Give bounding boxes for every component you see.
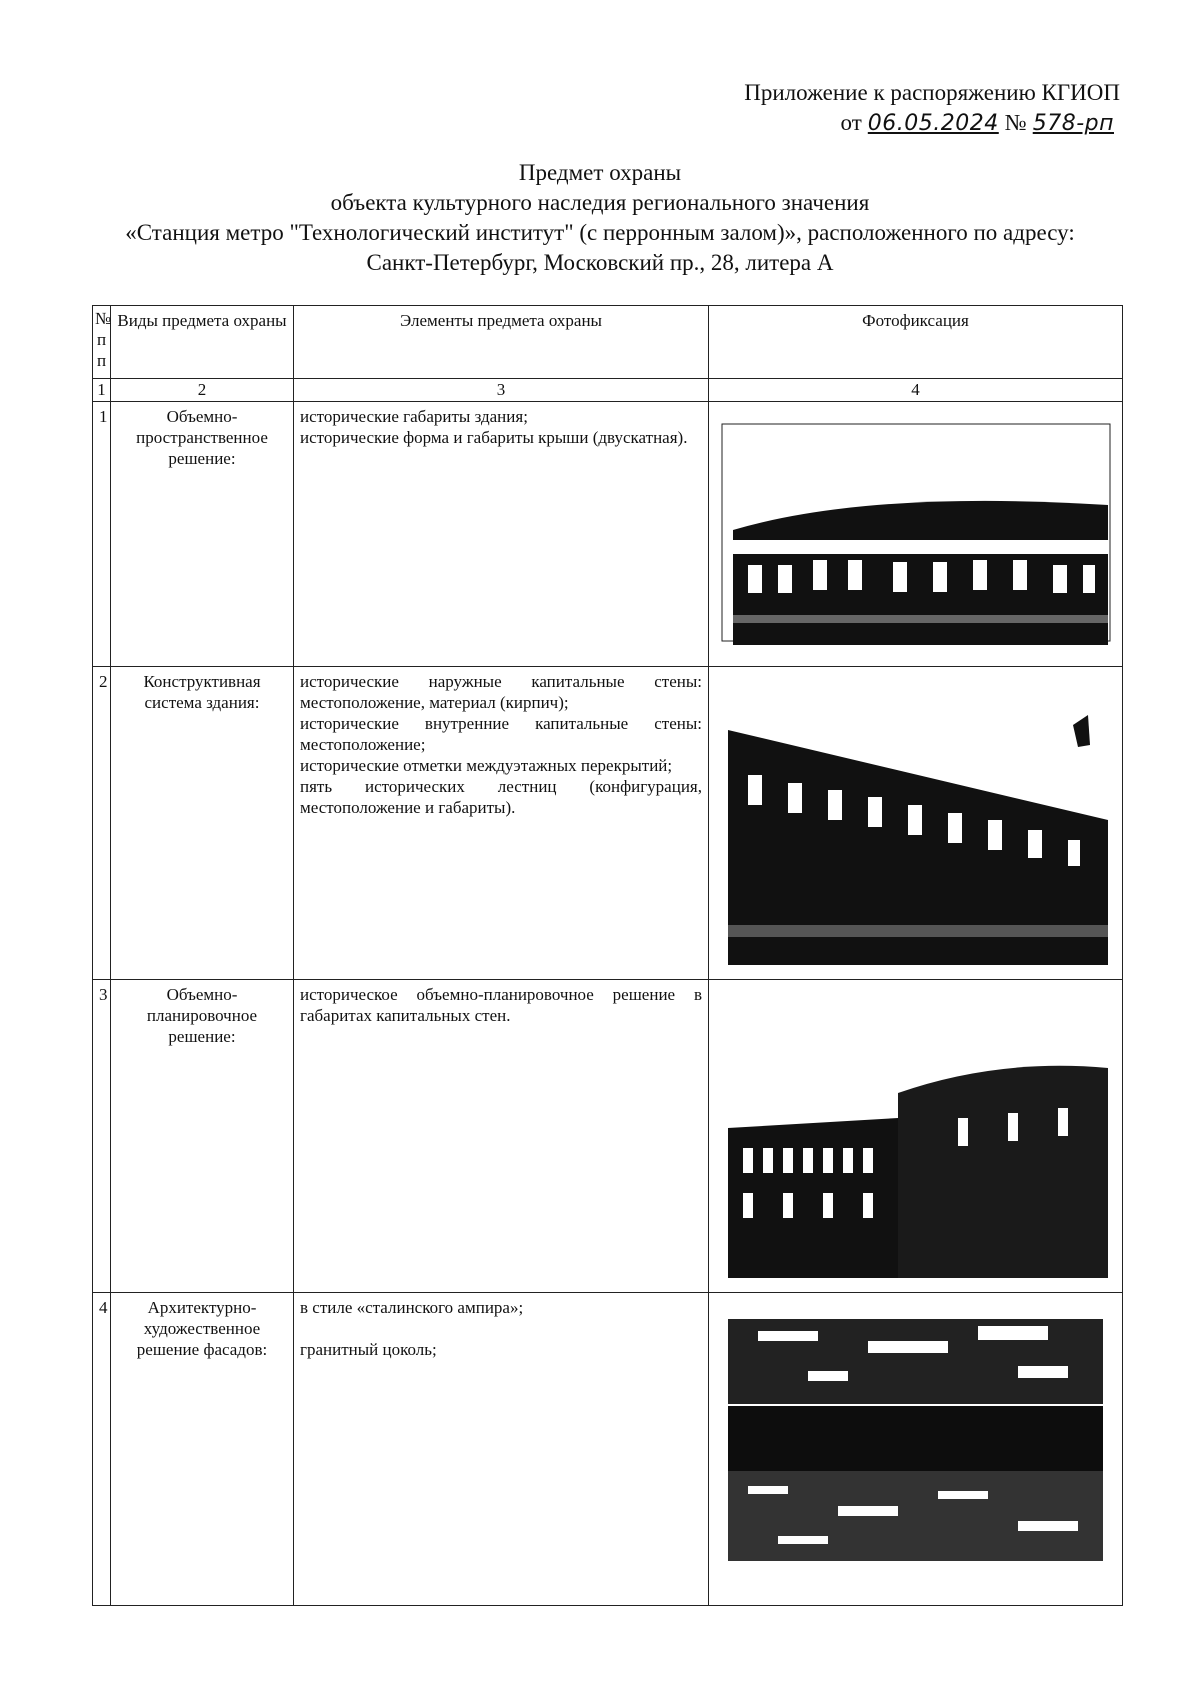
- col-num-2: 2: [111, 379, 294, 402]
- plinth-photo-4: [718, 1311, 1113, 1571]
- header-number: № п п: [93, 306, 111, 379]
- facade-photo-3: [718, 998, 1113, 1278]
- element-line: исторические габариты здания;: [300, 407, 528, 426]
- facade-photo-2: [718, 685, 1113, 965]
- row-type: Архитектурно-художественное решение фасадов:: [111, 1293, 294, 1606]
- row-number: 3: [93, 980, 111, 1293]
- element-line: историческое объемно-планировочное решение в габаритах капитальных стен.: [300, 985, 702, 1025]
- table-row: [93, 1293, 1123, 1606]
- annex-date: 06.05.2024: [867, 111, 999, 136]
- table-row: [93, 667, 1123, 980]
- title-line-2: объекта культурного наследия регионального значения: [330, 190, 870, 215]
- row-elements: [294, 402, 709, 667]
- annex-title: Приложение к распоряжению КГИОП: [744, 80, 1120, 105]
- row-number: 4: [93, 1293, 111, 1606]
- row-number: 2: [93, 667, 111, 980]
- element-line: пять исторических лестниц (конфигурация, местоположение и габариты).: [300, 777, 702, 817]
- title-line-1: Предмет охраны: [518, 160, 682, 185]
- facade-photo-1: [718, 420, 1113, 645]
- row-photo: [709, 667, 1123, 980]
- title-line-4: Санкт-Петербург, Московский пр., 28, литера А: [366, 250, 834, 275]
- row-type: Объемно-планировочное решение:: [111, 980, 294, 1293]
- element-line: исторические отметки междуэтажных перекрытий;: [300, 756, 673, 775]
- annex-date-number: [744, 108, 1120, 139]
- annex-number: 578-рп: [1032, 111, 1114, 136]
- row-photo: [709, 402, 1123, 667]
- col-num-3: 3: [294, 379, 709, 402]
- element-line: в стиле «сталинского ампира»;: [300, 1298, 524, 1317]
- table-row: [93, 402, 1123, 667]
- annex-number-sign: №: [1004, 110, 1027, 135]
- column-number-row: [93, 379, 1123, 402]
- row-photo: [709, 980, 1123, 1293]
- row-elements: [294, 1293, 709, 1606]
- title-line-3: «Станция метро "Технологический институт" (с перронным залом)», расположенного по адресу:: [125, 220, 1075, 245]
- annex-header: [744, 78, 1120, 139]
- table-header-row: [93, 306, 1123, 379]
- document-title: [60, 158, 1140, 278]
- element-line: исторические наружные капитальные стены: местоположение, материал (кирпич);: [300, 672, 702, 712]
- row-elements: [294, 667, 709, 980]
- element-line: исторические форма и габариты крыши (двускатная).: [300, 428, 688, 447]
- header-type: Виды предмета охраны: [111, 306, 294, 379]
- protection-subject-table: [92, 305, 1123, 1606]
- row-elements: [294, 980, 709, 1293]
- element-line: гранитный цоколь;: [300, 1340, 437, 1359]
- element-line: [300, 1318, 702, 1339]
- row-number: 1: [93, 402, 111, 667]
- header-elements: Элементы предмета охраны: [294, 306, 709, 379]
- header-photo: Фотофиксация: [709, 306, 1123, 379]
- col-num-1: 1: [93, 379, 111, 402]
- col-num-4: 4: [709, 379, 1123, 402]
- table-row: [93, 980, 1123, 1293]
- row-type: Конструктивная система здания:: [111, 667, 294, 980]
- annex-prefix: от: [840, 110, 862, 135]
- row-photo: [709, 1293, 1123, 1606]
- element-line: исторические внутренние капитальные стены: местоположение;: [300, 714, 702, 754]
- row-type: Объемно-пространственное решение:: [111, 402, 294, 667]
